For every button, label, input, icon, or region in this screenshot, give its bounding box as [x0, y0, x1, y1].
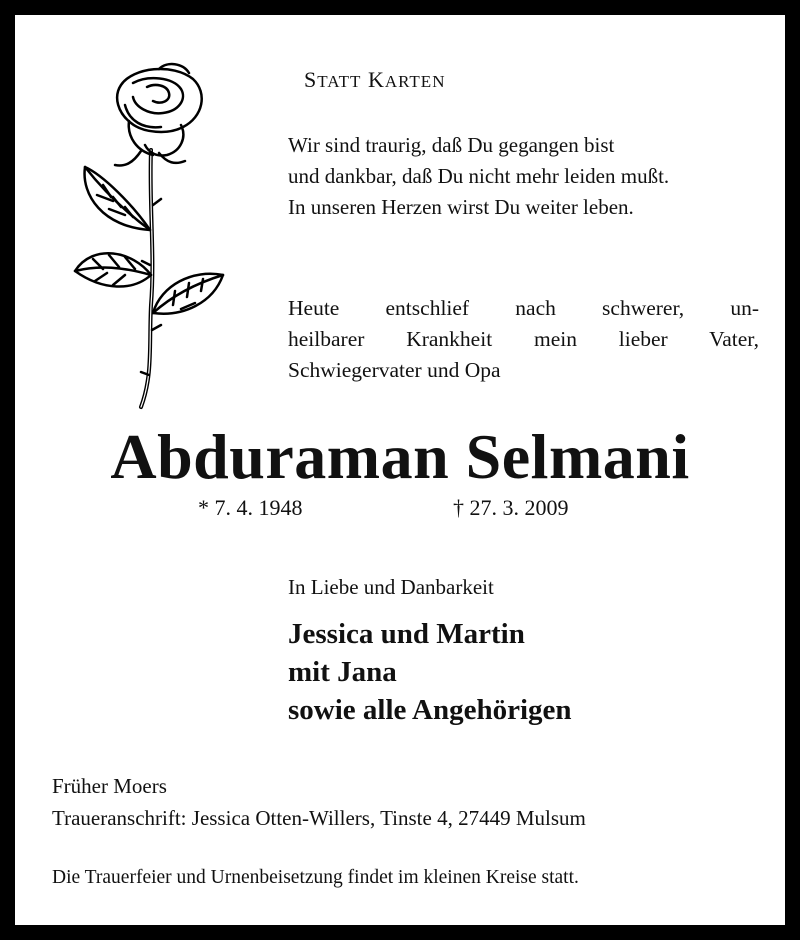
closing-line: In Liebe und Danbarkeit — [288, 575, 494, 599]
ceremony-note: Die Trauerfeier und Urnenbeisetzung findet im kleinen Kreise statt. — [52, 867, 579, 888]
mourners — [288, 615, 572, 729]
statt-karten-header: STATT KARTEN — [304, 67, 446, 92]
verse-line: Wir sind traurig, daß Du gegangen bist — [288, 133, 615, 157]
mourner-line: Jessica und Martin — [288, 618, 525, 650]
deceased-name: Abduraman Selmani — [110, 421, 690, 492]
verse-line: und dankbar, daß Du nicht mehr leiden mußt. — [288, 164, 670, 188]
birth-date: * 7. 4. 1948 — [198, 495, 303, 520]
death-date: † 27. 3. 2009 — [453, 495, 569, 520]
condolence-verse — [288, 130, 669, 223]
former-residence: Früher Moers — [52, 774, 167, 798]
announcement-line: Schwiegervater und Opa — [288, 358, 501, 382]
death-announcement — [288, 293, 759, 386]
address-block — [52, 770, 586, 834]
announcement-line: Heute entschlief nach schwerer, un- — [288, 296, 759, 320]
rose-icon — [63, 55, 233, 415]
mourner-line: mit Jana — [288, 656, 397, 688]
announcement-line: heilbarer Krankheit mein lieber Vater, — [288, 327, 759, 351]
mourning-address: Traueranschrift: Jessica Otten-Willers, Tinste 4, 27449 Mulsum — [52, 806, 586, 830]
mourner-line: sowie alle Angehörigen — [288, 694, 572, 726]
verse-line: In unseren Herzen wirst Du weiter leben. — [288, 195, 634, 219]
